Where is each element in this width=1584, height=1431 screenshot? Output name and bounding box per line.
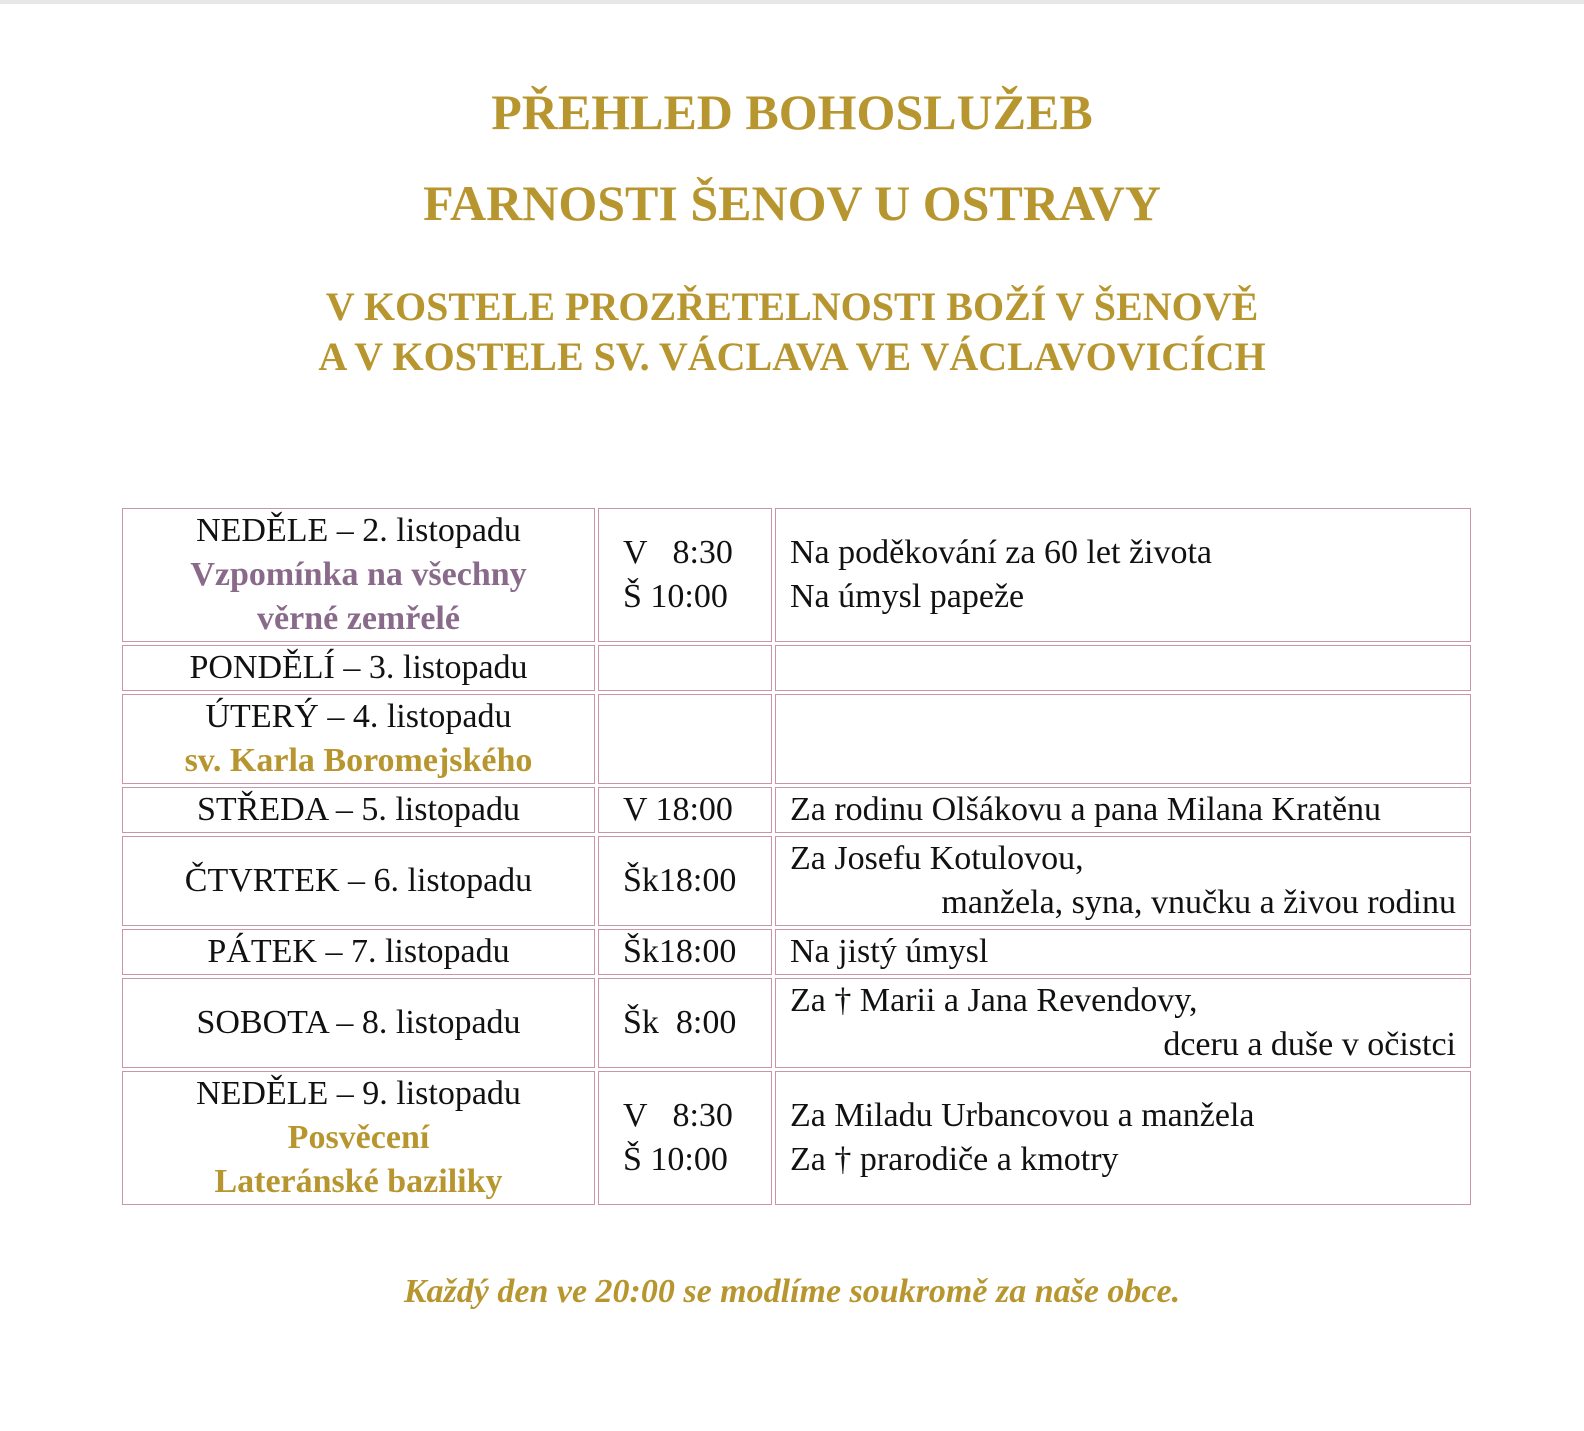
- time-cell: [598, 978, 772, 1068]
- intent-label: Za † Marii a Jana Revendovy,: [790, 982, 1198, 1019]
- day-label: ČTVRTEK – 6. listopadu: [184, 862, 533, 899]
- feast-label: věrné zemřelé: [257, 600, 460, 637]
- table-row: [122, 787, 1471, 833]
- time-label: Šk18:00: [623, 933, 737, 970]
- intent-cell: [775, 645, 1471, 691]
- intent-cell: [775, 508, 1471, 642]
- time-label: V 8:30: [623, 1097, 733, 1134]
- day-cell: [122, 836, 595, 926]
- intent-label: dceru a duše v očistci: [1163, 1026, 1456, 1063]
- intent-label: Na jistý úmysl: [790, 933, 989, 970]
- time-cell: [598, 1071, 772, 1205]
- intent-cell: [775, 787, 1471, 833]
- feast-label: Vzpomínka na všechny: [190, 556, 527, 593]
- day-label: PONDĚLÍ – 3. listopadu: [189, 649, 528, 686]
- intent-label: Na poděkování za 60 let života: [790, 534, 1213, 571]
- time-cell: [598, 836, 772, 926]
- day-label: PÁTEK – 7. listopadu: [207, 933, 510, 970]
- time-label: V 8:30: [623, 534, 733, 571]
- footer-note: Každý den ve 20:00 se modlíme soukromě za naše obce.: [403, 1273, 1181, 1310]
- table-row: [122, 836, 1471, 926]
- title-line-2: FARNOSTI ŠENOV U OSTRAVY: [423, 175, 1161, 231]
- intent-label: Za † prarodiče a kmotry: [790, 1141, 1119, 1178]
- intent-label: Za Miladu Urbancovou a manžela: [790, 1097, 1255, 1134]
- day-cell: [122, 645, 595, 691]
- table-row: [122, 508, 1471, 642]
- subtitle-line-1: V KOSTELE PROZŘETELNOSTI BOŽÍ V ŠENOVĚ: [325, 284, 1259, 329]
- time-label: V 18:00: [623, 791, 733, 828]
- intent-label: Na úmysl papeže: [790, 578, 1025, 615]
- day-label: STŘEDA – 5. listopadu: [196, 791, 521, 828]
- intent-cell: [775, 978, 1471, 1068]
- feast-label: Lateránské baziliky: [214, 1163, 503, 1200]
- time-cell: [598, 787, 772, 833]
- day-label: NEDĚLE – 2. listopadu: [196, 512, 521, 549]
- day-label: ÚTERÝ – 4. listopadu: [205, 698, 512, 735]
- day-cell: [122, 508, 595, 642]
- feast-label: sv. Karla Boromejského: [184, 742, 533, 779]
- time-cell: [598, 508, 772, 642]
- table-row: [122, 645, 1471, 691]
- intent-label: Za Josefu Kotulovou,: [790, 840, 1084, 877]
- feast-label: Posvěcení: [287, 1119, 430, 1156]
- table-row: [122, 929, 1471, 975]
- table-row: [122, 978, 1471, 1068]
- intent-label: manžela, syna, vnučku a živou rodinu: [941, 884, 1456, 921]
- intent-label: Za rodinu Olšákovu a pana Milana Kratěnu: [790, 791, 1382, 828]
- intent-cell: [775, 836, 1471, 926]
- day-cell: [122, 1071, 595, 1205]
- intent-cell: [775, 929, 1471, 975]
- day-cell: [122, 694, 595, 784]
- intent-cell: [775, 1071, 1471, 1205]
- table-row: [122, 694, 1471, 784]
- time-cell: [598, 929, 772, 975]
- top-rule: [0, 0, 1584, 4]
- time-label: Šk18:00: [623, 862, 737, 899]
- table-row: [122, 1071, 1471, 1205]
- day-label: SOBOTA – 8. listopadu: [196, 1004, 521, 1041]
- intent-cell: [775, 694, 1471, 784]
- title-line-1: PŘEHLED BOHOSLUŽEB: [491, 84, 1093, 140]
- subtitle-line-2: A V KOSTELE SV. VÁCLAVA VE VÁCLAVOVICÍCH: [318, 334, 1266, 379]
- day-label: NEDĚLE – 9. listopadu: [196, 1075, 521, 1112]
- day-cell: [122, 787, 595, 833]
- day-cell: [122, 978, 595, 1068]
- time-label: Š 10:00: [623, 578, 728, 615]
- time-label: Š 10:00: [623, 1141, 728, 1178]
- time-cell: [598, 645, 772, 691]
- time-cell: [598, 694, 772, 784]
- schedule-table: [119, 505, 1474, 1208]
- time-label: Šk 8:00: [623, 1004, 737, 1041]
- day-cell: [122, 929, 595, 975]
